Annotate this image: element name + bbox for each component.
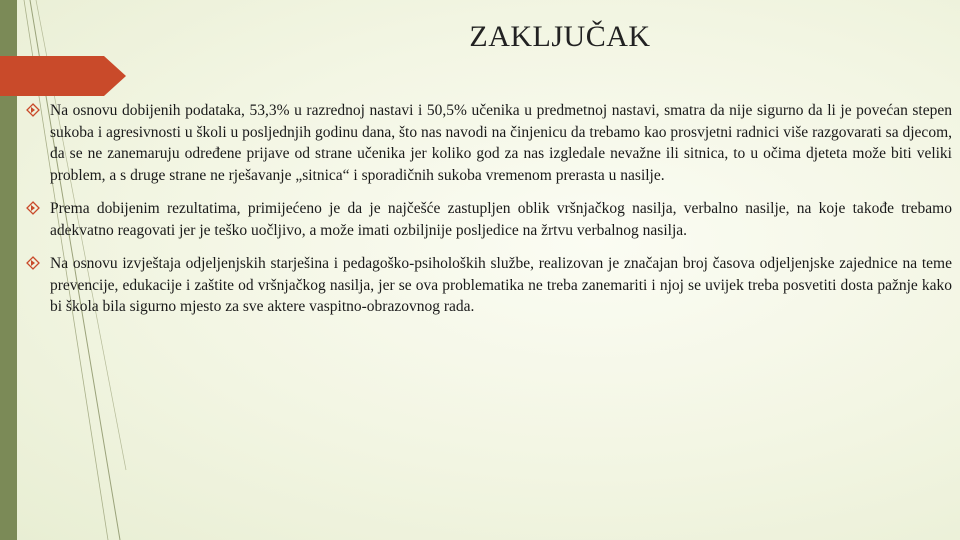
diamond-arrow-icon <box>26 201 40 215</box>
page-title: ZAKLJUČAK <box>469 20 651 53</box>
list-item <box>26 198 952 241</box>
bullet-text: Prema dobijenim rezultatima, primijećeno je da je najčešće zastupljen oblik vršnjačkog nasilja, verbalno nasilje, na koje takođe trebamo adekvatno reagovati jer je teško uočljivo, a može imati ozbiljnije posljedice na žrtvu verbalnog nasilja. <box>50 200 952 239</box>
bullet-list <box>26 100 952 330</box>
bullet-text: Na osnovu izvještaja odjeljenjskih starješina i pedagoško-psiholoških službe, realizovan je značajan broj časova odjeljenjske zajednice na teme prevencije, edukacije i zaštite od vršnjačkog nasilja, jer se ova problematika ne treba zanemariti i njoj se uvijek treba posvetiti dosta pažnje kako bi škola bila sigurno mjesto za sve aktere vaspitno-obrazovnog rada. <box>50 255 952 315</box>
title-arrow-tab <box>0 56 128 96</box>
diamond-arrow-icon <box>26 256 40 270</box>
diamond-arrow-icon <box>26 103 40 117</box>
bullet-text: Na osnovu dobijenih podataka, 53,3% u razrednoj nastavi i 50,5% učenika u predmetnoj nastavi, smatra da nije sigurno da li je povećan stepen sukoba i agresivnosti u školi u posljednjih godinu dana, što nas navodi na činjenicu da trebamo kao prosvjetni radnici više razgovarati sa djecom, da se ne zanemaruju određene prijave od strane učenika jer koliko god za nas izgledale nevažne ili sitnica, to u očima djeteta može biti veliki problem, a s druge strane ne rješavanje „sitnica“ i sporadičnih sukoba vremenom prerasta u nasilje. <box>50 102 952 184</box>
list-item <box>26 100 952 186</box>
list-item <box>26 253 952 318</box>
